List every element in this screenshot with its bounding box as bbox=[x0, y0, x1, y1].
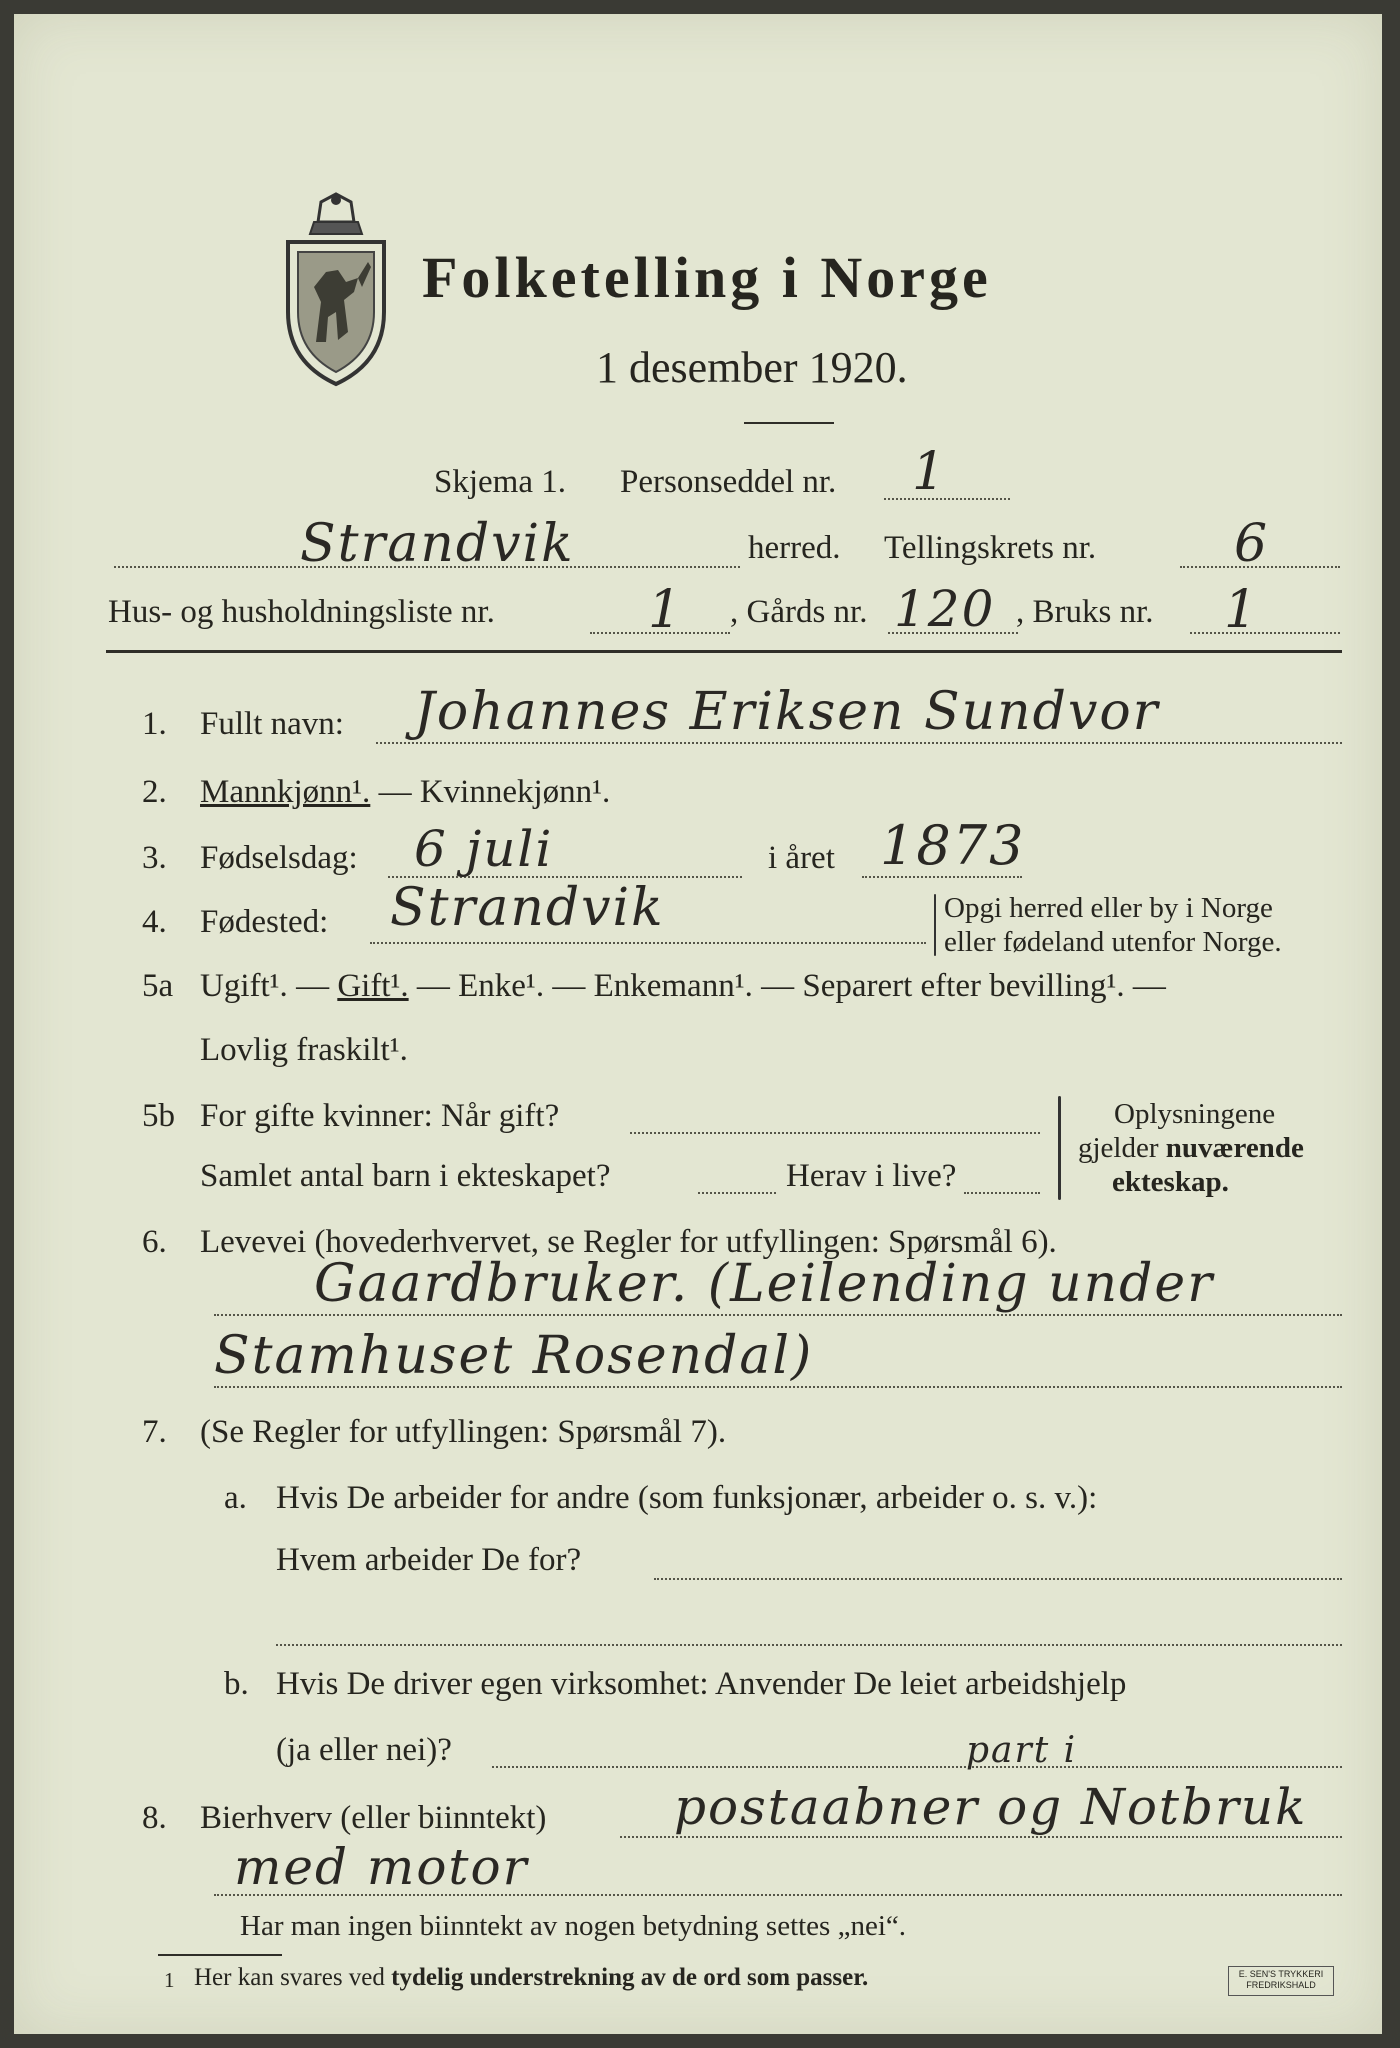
q8-note: Har man ingen biinntekt av nogen betydning settes „nei“. bbox=[240, 1910, 907, 1942]
tellingskrets-label: Tellingskrets nr. bbox=[884, 530, 1097, 566]
q7a-text: Hvis De arbeider for andre (som funksjonær, arbeider o. s. v.): bbox=[276, 1480, 1098, 1516]
q5b-note-line1: Oplysningene bbox=[1114, 1098, 1276, 1130]
q4-note-brace bbox=[934, 894, 936, 956]
q5b-number: 5b bbox=[142, 1098, 175, 1134]
gards-label: , Gårds nr. bbox=[730, 594, 868, 630]
occupation-value-2: Stamhuset Rosendal) bbox=[214, 1326, 814, 1386]
side-income-value-2: med motor bbox=[234, 1838, 529, 1896]
q8-number: 8. bbox=[142, 1800, 167, 1836]
unmarried-option: Ugift¹. bbox=[200, 968, 288, 1004]
q4-label: Fødested: bbox=[200, 904, 329, 940]
herred-value: Strandvik bbox=[300, 514, 575, 574]
q5b-living-label: Herav i live? bbox=[786, 1158, 957, 1194]
q4-number: 4. bbox=[142, 904, 167, 940]
divorced-option: Lovlig fraskilt¹. bbox=[200, 1032, 408, 1068]
living-dotline bbox=[964, 1192, 1040, 1194]
personseddel-label: Personseddel nr. bbox=[620, 464, 837, 500]
occupation-dotline-1 bbox=[214, 1314, 1342, 1316]
schema-label: Skjema 1. bbox=[434, 464, 566, 500]
q5b-note-current: nuværende bbox=[1165, 1132, 1304, 1164]
side-income-dotline-1 bbox=[620, 1836, 1342, 1838]
q7b-text: Hvis De driver egen virksomhet: Anvender De leiet arbeidshjelp bbox=[276, 1666, 1127, 1702]
male-option: Mannkjønn¹. bbox=[200, 774, 371, 810]
q6-number: 6. bbox=[142, 1224, 167, 1260]
q8-label: Bierhverv (eller biinntekt) bbox=[200, 1800, 547, 1836]
birthyear-label: i året bbox=[768, 840, 835, 876]
q1-label: Fullt navn: bbox=[200, 706, 344, 742]
birthyear-value: 1873 bbox=[880, 814, 1026, 877]
q5b-note-line2 bbox=[1078, 1132, 1304, 1165]
q1-dotline bbox=[376, 742, 1342, 744]
q1-number: 1. bbox=[142, 706, 167, 742]
page-title: Folketelling i Norge bbox=[422, 245, 992, 310]
q4-note-line2: eller fødeland utenfor Norge. bbox=[944, 926, 1282, 958]
q7a-letter: a. bbox=[224, 1480, 247, 1516]
q5b-note-brace bbox=[1058, 1096, 1061, 1200]
full-name-value: Johannes Eriksen Sundvor bbox=[414, 682, 1160, 742]
married-option: Gift¹. bbox=[337, 968, 409, 1004]
q5a-number: 5a bbox=[142, 968, 174, 1004]
side-income-insert: part i bbox=[966, 1730, 1078, 1771]
personseddel-value: 1 bbox=[912, 442, 948, 502]
q2-separator: — bbox=[370, 774, 420, 810]
q7-number: 7. bbox=[142, 1414, 167, 1450]
tellingskrets-value: 6 bbox=[1234, 514, 1270, 574]
title-divider bbox=[744, 422, 834, 424]
norwegian-coat-of-arms-icon bbox=[276, 192, 396, 392]
printer-stamp: E. SEN'S TRYKKERI FREDRIKSHALD bbox=[1228, 1966, 1334, 1996]
q2-sex-options bbox=[200, 774, 610, 811]
female-option: Kvinnekjønn¹. bbox=[419, 774, 611, 810]
employer-dotline-2 bbox=[276, 1644, 1342, 1646]
footnote-rule bbox=[158, 1954, 282, 1956]
bruks-value: 1 bbox=[1224, 580, 1260, 640]
bruks-label: , Bruks nr. bbox=[1016, 594, 1154, 630]
q4-note-line1: Opgi herred eller by i Norge bbox=[944, 892, 1273, 924]
occupation-dotline-2 bbox=[214, 1386, 1342, 1388]
q7-label: (Se Regler for utfyllingen: Spørsmål 7). bbox=[200, 1414, 727, 1450]
footnote-text-b: tydelig understrekning av de ord som passer. bbox=[391, 1964, 869, 1991]
footnote-text bbox=[194, 1964, 868, 1992]
q7a-employer-label: Hvem arbeider De for? bbox=[276, 1542, 582, 1578]
q3-label: Fødselsdag: bbox=[200, 840, 358, 876]
q7b-dotline bbox=[492, 1766, 1342, 1768]
gards-value: 120 bbox=[894, 580, 996, 638]
q6-label: Levevei (hovederhvervet, se Regler for utfyllingen: Spørsmål 6). bbox=[200, 1224, 1057, 1260]
birthplace-value: Strandvik bbox=[390, 878, 665, 938]
husliste-label: Hus- og husholdningsliste nr. bbox=[108, 594, 495, 630]
q7b-question: (ja eller nei)? bbox=[276, 1732, 452, 1768]
birthday-value: 6 juli bbox=[414, 820, 554, 878]
census-form-sheet bbox=[14, 14, 1382, 2034]
q7b-letter: b. bbox=[224, 1666, 249, 1702]
other-marital-options: — Enke¹. — Enkemann¹. — Separert efter bevilling¹. — bbox=[408, 968, 1166, 1004]
herred-label: herred. bbox=[748, 530, 841, 566]
employer-dotline-1 bbox=[654, 1578, 1342, 1580]
q5b-married-when: For gifte kvinner: Når gift? bbox=[200, 1098, 560, 1134]
occupation-value-1: Gaardbruker. (Leilending under bbox=[314, 1254, 1215, 1314]
q5a-marital-options bbox=[200, 968, 1166, 1005]
married-when-dotline bbox=[630, 1132, 1040, 1134]
header-rule bbox=[106, 650, 1342, 653]
footnote-mark: 1 bbox=[164, 1968, 175, 1992]
children-dotline bbox=[698, 1192, 776, 1194]
husliste-value: 1 bbox=[648, 580, 684, 640]
footnote-text-a: Her kan svares ved bbox=[194, 1964, 392, 1991]
bruks-dotline bbox=[1190, 632, 1340, 634]
q5b-note-gjelder: gjelder bbox=[1078, 1132, 1166, 1164]
side-income-value-1: postaabner og Notbruk bbox=[674, 1778, 1308, 1836]
birthplace-dotline bbox=[370, 942, 926, 944]
q5b-note-line3: ekteskap. bbox=[1112, 1166, 1229, 1198]
q5b-children-label: Samlet antal barn i ekteskapet? bbox=[200, 1158, 611, 1194]
census-date: 1 desember 1920. bbox=[596, 343, 908, 392]
q2-number: 2. bbox=[142, 774, 167, 810]
q3-number: 3. bbox=[142, 840, 167, 876]
q5a-separator: — bbox=[287, 968, 338, 1004]
